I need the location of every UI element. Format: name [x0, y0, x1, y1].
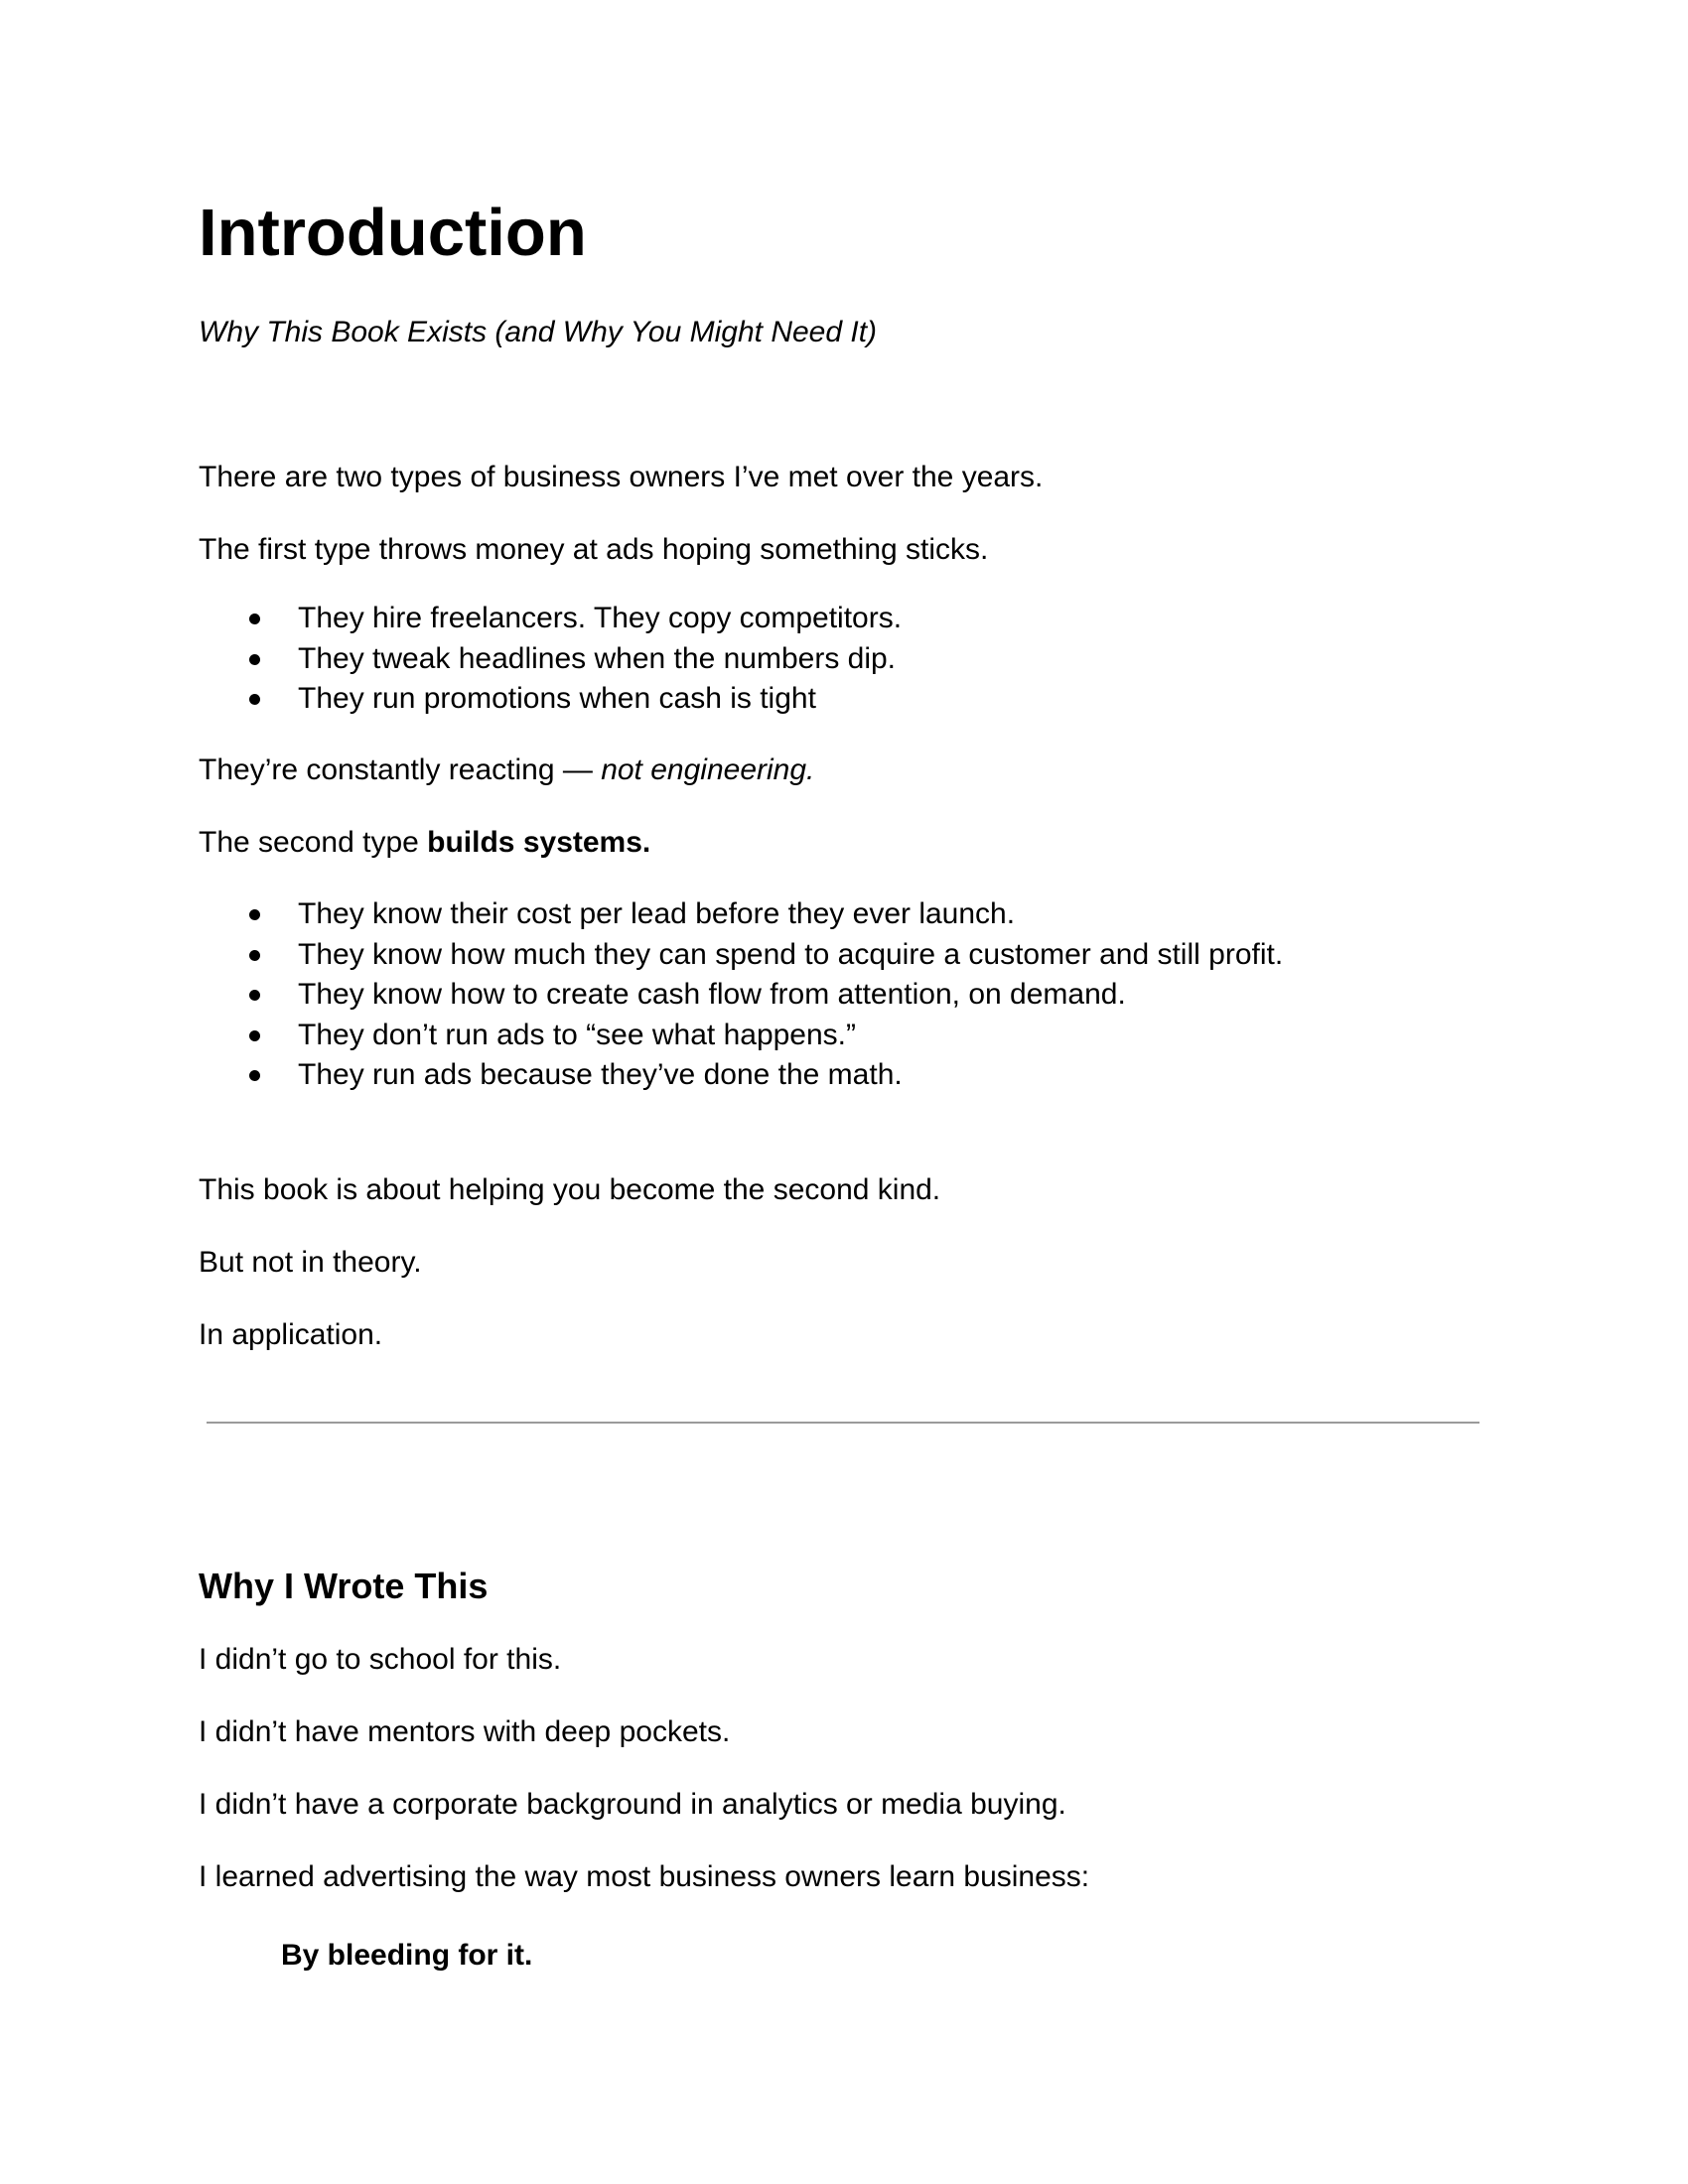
indented-bold-statement: By bleeding for it. [281, 1939, 533, 1972]
page-subtitle: Why This Book Exists (and Why You Might Need It) [199, 316, 878, 348]
list-item [199, 641, 902, 682]
paragraph-text: They’re constantly reacting — [199, 753, 602, 786]
bold-emphasis: builds systems. [427, 826, 651, 859]
list-item [199, 977, 1283, 1018]
list-item-text: They don’t run ads to “see what happens.” [298, 1018, 857, 1051]
page-title: Introduction [199, 196, 587, 270]
list-item [199, 601, 902, 641]
second-type-bullet-list [199, 896, 1283, 1098]
list-item [199, 1018, 1283, 1058]
bullet-icon [249, 909, 260, 920]
section-paragraph-4: I learned advertising the way most business owners learn business: [199, 1860, 1090, 1893]
italic-emphasis: not engineering. [601, 753, 815, 786]
intro-paragraph-2: The first type throws money at ads hoping something sticks. [199, 533, 989, 566]
bullet-icon [249, 1070, 260, 1081]
list-item [199, 681, 902, 722]
list-item [199, 937, 1283, 978]
bullet-icon [249, 614, 260, 624]
bullet-icon [249, 654, 260, 665]
intro-paragraph-4 [199, 825, 650, 861]
intro-paragraph-5: This book is about helping you become the second kind. [199, 1173, 941, 1206]
section-paragraph-3: I didn’t have a corporate background in analytics or media buying. [199, 1788, 1066, 1821]
intro-paragraph-1: There are two types of business owners I’ve met over the years. [199, 461, 1044, 493]
list-item-text: They know how much they can spend to acquire a customer and still profit. [298, 937, 1284, 971]
section-paragraph-1: I didn’t go to school for this. [199, 1643, 562, 1676]
list-item-text: They run promotions when cash is tight [298, 682, 816, 715]
intro-paragraph-6: But not in theory. [199, 1246, 422, 1279]
first-type-bullet-list [199, 601, 902, 722]
intro-paragraph-7: In application. [199, 1318, 383, 1351]
section-heading: Why I Wrote This [199, 1566, 489, 1606]
list-item-text: They run ads because they’ve done the math. [298, 1058, 903, 1091]
list-item-text: They tweak headlines when the numbers dip. [298, 641, 897, 675]
bullet-icon [249, 694, 260, 705]
horizontal-divider [207, 1422, 1479, 1424]
bullet-icon [249, 990, 260, 1001]
list-item [199, 896, 1283, 937]
paragraph-text: The second type [199, 826, 428, 859]
bullet-icon [249, 1030, 260, 1041]
list-item-text: They know how to create cash flow from attention, on demand. [298, 978, 1126, 1011]
list-item-text: They hire freelancers. They copy competitors. [298, 602, 903, 634]
intro-paragraph-3 [199, 752, 814, 788]
bullet-icon [249, 950, 260, 961]
section-paragraph-2: I didn’t have mentors with deep pockets. [199, 1715, 731, 1748]
list-item [199, 1057, 1283, 1098]
list-item-text: They know their cost per lead before they ever launch. [298, 897, 1016, 930]
